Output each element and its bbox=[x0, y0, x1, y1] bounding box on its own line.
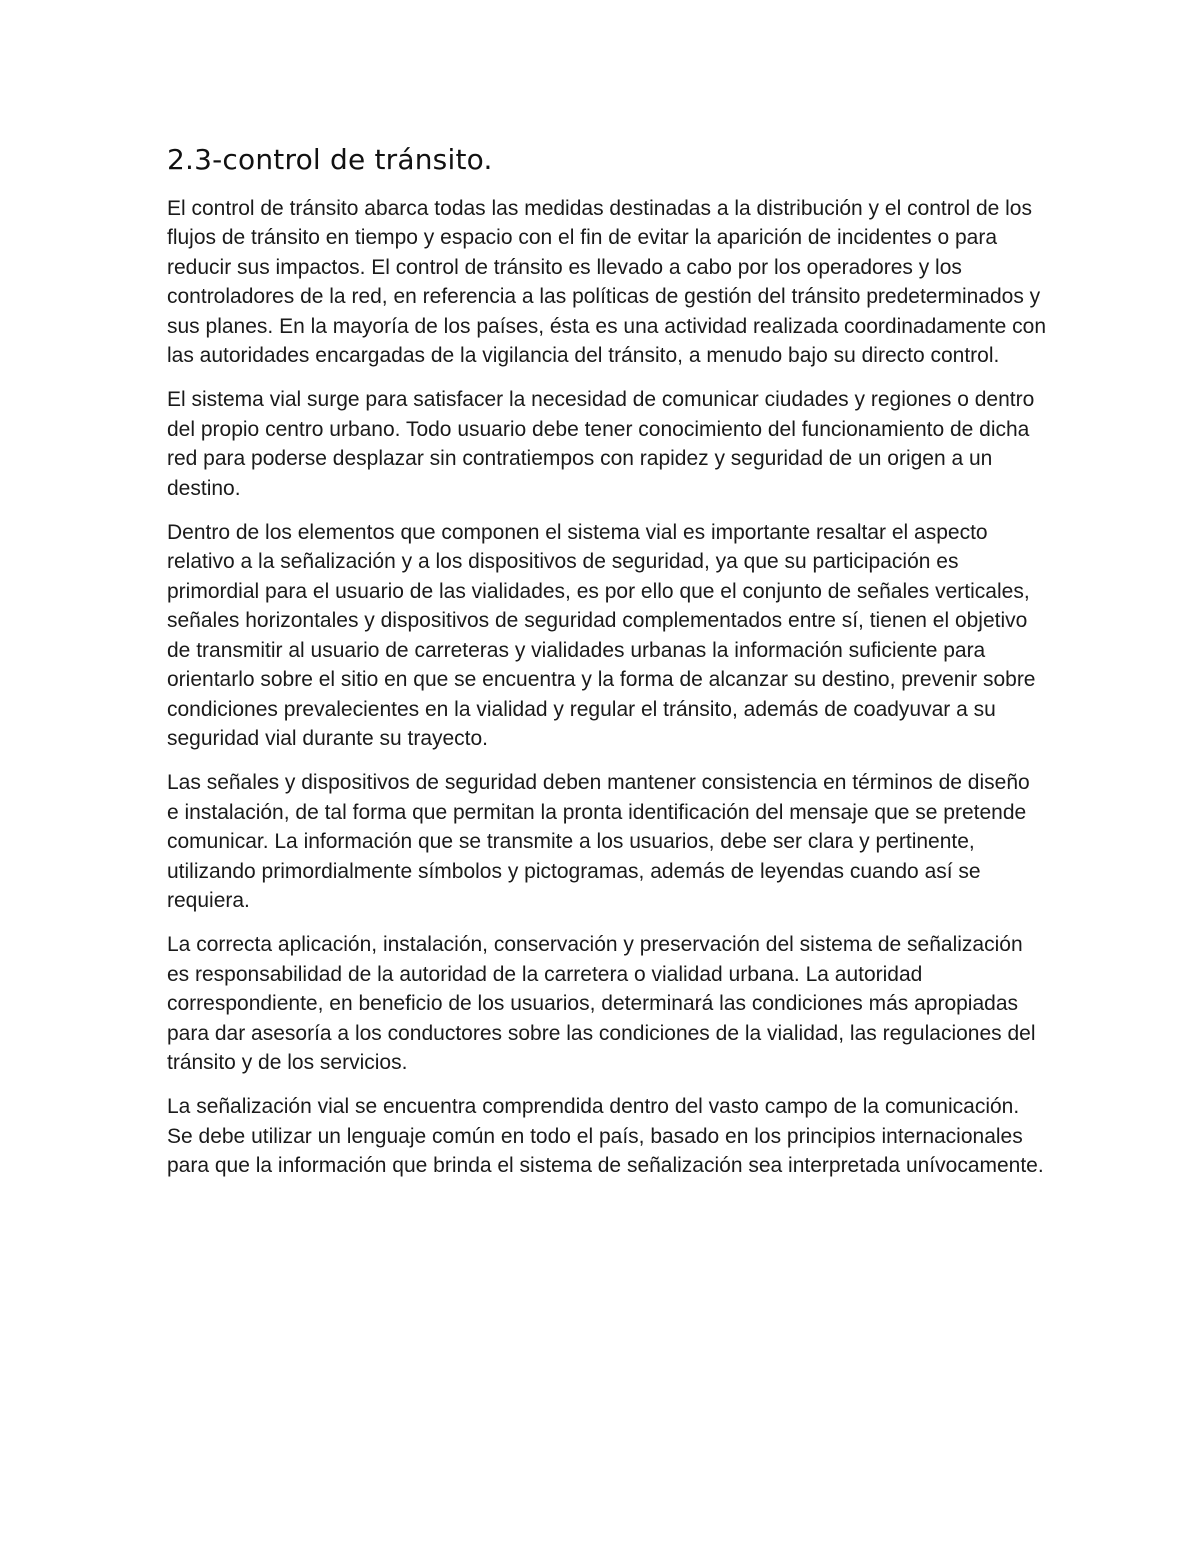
paragraph-sign-consistency: Las señales y dispositivos de seguridad deben mantener consistencia en términos de diseño e instalación, de tal forma que permitan la pronta identificación del mensaje que se pretende comunicar. La información que se transmite a los usuarios, debe ser clara y pertinente, utilizando primordialmente símbolos y pictogramas, además de leyendas cuando así se requiera. bbox=[167, 771, 1030, 912]
document-body bbox=[167, 142, 1047, 1196]
paragraph-authority-responsibility: La correcta aplicación, instalación, conservación y preservación del sistema de señalización es responsabilidad de la autoridad de la carretera o vialidad urbana. La autoridad correspondiente, en beneficio de los usuarios, determinará las condiciones más apropiadas para dar asesoría a los conductores sobre las condiciones de la vialidad, las regulaciones del tránsito y de los servicios. bbox=[167, 933, 1036, 1074]
paragraph-traffic-control: El control de tránsito abarca todas las medidas destinadas a la distribución y el control de los flujos de tránsito en tiempo y espacio con el fin de evitar la aparición de incidentes o para reducir sus impactos. El control de tránsito es llevado a cabo por los operadores y los controladores de la red, en referencia a las políticas de gestión del tránsito predeterminados y sus planes. En la mayoría de los países, ésta es una actividad realizada coordinadamente con las autoridades encargadas de la vigilancia del tránsito, a menudo bajo su directo control. bbox=[167, 197, 1047, 368]
paragraph-road-system: El sistema vial surge para satisfacer la necesidad de comunicar ciudades y regiones o dentro del propio centro urbano. Todo usuario debe tener conocimiento del funcionamiento de dicha red para poderse desplazar sin contratiempos con rapidez y seguridad de un origen a un destino. bbox=[167, 388, 1035, 500]
section-heading: 2.3-control de tránsito. bbox=[167, 143, 493, 176]
paragraph-communication: La señalización vial se encuentra comprendida dentro del vasto campo de la comunicación. Se debe utilizar un lenguaje común en todo el país, basado en los principios internacionales para que la información que brinda el sistema de señalización sea interpretada unívocamente. bbox=[167, 1095, 1044, 1178]
paragraph-signaling-elements: Dentro de los elementos que componen el sistema vial es importante resaltar el aspecto relativo a la señalización y a los dispositivos de seguridad, ya que su participación es primordial para el usuario de las vialidades, es por ello que el conjunto de señales verticales, señales horizontales y dispositivos de seguridad complementados entre sí, tienen el objetivo de transmitir al usuario de carreteras y vialidades urbanas la información suficiente para orientarlo sobre el sitio en que se encuentra y la forma de alcanzar su destino, prevenir sobre condiciones prevalecientes en la vialidad y regular el tránsito, además de coadyuvar a su seguridad vial durante su trayecto. bbox=[167, 521, 1036, 750]
